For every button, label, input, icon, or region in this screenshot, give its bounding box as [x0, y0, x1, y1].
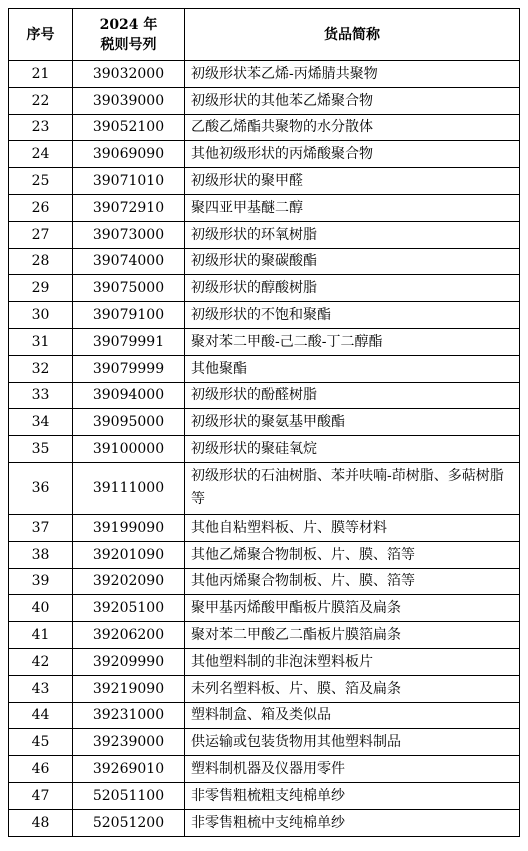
- row-name: 其他丙烯聚合物制板、片、膜、箔等: [185, 568, 520, 595]
- row-code: 39052100: [73, 114, 185, 141]
- row-name: 塑料制盒、箱及类似品: [185, 702, 520, 729]
- row-index: 27: [9, 221, 73, 248]
- row-name: 初级形状的聚氨基甲酸酯: [185, 409, 520, 436]
- row-name: 初级形状的不饱和聚酯: [185, 302, 520, 329]
- table-header: [9, 9, 520, 61]
- row-code: 39075000: [73, 275, 185, 302]
- row-name: 聚对苯二甲酸-己二酸-丁二醇酯: [185, 328, 520, 355]
- table-body: [9, 61, 520, 837]
- table-row: [9, 114, 520, 141]
- table-row: [9, 568, 520, 595]
- row-index: 29: [9, 275, 73, 302]
- row-index: 48: [9, 809, 73, 836]
- row-code: 39074000: [73, 248, 185, 275]
- table-row: [9, 648, 520, 675]
- row-name: 其他乙烯聚合物制板、片、膜、箔等: [185, 541, 520, 568]
- row-name: 非零售粗梳中支纯棉单纱: [185, 809, 520, 836]
- row-code: 52051200: [73, 809, 185, 836]
- row-index: 32: [9, 355, 73, 382]
- row-index: 22: [9, 87, 73, 114]
- row-code: 39079999: [73, 355, 185, 382]
- table-row: [9, 782, 520, 809]
- row-code: 39079991: [73, 328, 185, 355]
- document-page: [8, 8, 520, 837]
- row-index: 33: [9, 382, 73, 409]
- header-code: [73, 9, 185, 61]
- table-row: [9, 141, 520, 168]
- table-row: [9, 462, 520, 514]
- row-index: 34: [9, 409, 73, 436]
- header-name: 货品简称: [185, 9, 520, 61]
- row-name: 其他聚酯: [185, 355, 520, 382]
- table-row: [9, 514, 520, 541]
- table-row: [9, 622, 520, 649]
- table-row: [9, 541, 520, 568]
- row-index: 24: [9, 141, 73, 168]
- row-code: 39071010: [73, 168, 185, 195]
- row-code: 39100000: [73, 436, 185, 463]
- row-code: 39206200: [73, 622, 185, 649]
- row-name: 其他塑料制的非泡沫塑料板片: [185, 648, 520, 675]
- row-index: 30: [9, 302, 73, 329]
- row-code: 39032000: [73, 61, 185, 88]
- table-row: [9, 756, 520, 783]
- row-name: 其他自粘塑料板、片、膜等材料: [185, 514, 520, 541]
- row-name: 初级形状的石油树脂、苯并呋喃-茚树脂、多萜树脂等: [185, 462, 520, 514]
- header-row: [9, 9, 520, 61]
- row-code: 39069090: [73, 141, 185, 168]
- row-index: 41: [9, 622, 73, 649]
- row-index: 44: [9, 702, 73, 729]
- row-code: 39073000: [73, 221, 185, 248]
- table-row: [9, 275, 520, 302]
- row-index: 25: [9, 168, 73, 195]
- row-index: 35: [9, 436, 73, 463]
- table-row: [9, 436, 520, 463]
- table-row: [9, 61, 520, 88]
- table-row: [9, 168, 520, 195]
- table-row: [9, 675, 520, 702]
- row-code: 39201090: [73, 541, 185, 568]
- row-name: 乙酸乙烯酯共聚物的水分散体: [185, 114, 520, 141]
- row-code: 39111000: [73, 462, 185, 514]
- row-index: 45: [9, 729, 73, 756]
- row-index: 37: [9, 514, 73, 541]
- row-code: 39072910: [73, 194, 185, 221]
- row-index: 43: [9, 675, 73, 702]
- row-index: 47: [9, 782, 73, 809]
- row-code: 39199090: [73, 514, 185, 541]
- header-index: 序号: [9, 9, 73, 61]
- row-name: 供运输或包装货物用其他塑料制品: [185, 729, 520, 756]
- row-index: 46: [9, 756, 73, 783]
- table-row: [9, 87, 520, 114]
- row-name: 其他初级形状的丙烯酸聚合物: [185, 141, 520, 168]
- row-index: 21: [9, 61, 73, 88]
- row-code: 39269010: [73, 756, 185, 783]
- table-row: [9, 302, 520, 329]
- table-row: [9, 382, 520, 409]
- row-name: 未列名塑料板、片、膜、箔及扁条: [185, 675, 520, 702]
- header-code-year: 2024 年: [99, 16, 158, 33]
- row-name: 初级形状苯乙烯-丙烯腈共聚物: [185, 61, 520, 88]
- table-row: [9, 221, 520, 248]
- table-row: [9, 248, 520, 275]
- row-name: 初级形状的聚碳酸酯: [185, 248, 520, 275]
- commodity-table: [8, 8, 520, 837]
- row-name: 初级形状的聚硅氧烷: [185, 436, 520, 463]
- header-code-label: 税则号列: [100, 36, 157, 53]
- table-row: [9, 809, 520, 836]
- row-name: 塑料制机器及仪器用零件: [185, 756, 520, 783]
- row-index: 28: [9, 248, 73, 275]
- table-row: [9, 328, 520, 355]
- row-name: 聚对苯二甲酸乙二酯板片膜箔扁条: [185, 622, 520, 649]
- row-code: 39095000: [73, 409, 185, 436]
- row-index: 31: [9, 328, 73, 355]
- row-code: 39202090: [73, 568, 185, 595]
- row-index: 40: [9, 595, 73, 622]
- row-index: 42: [9, 648, 73, 675]
- row-name: 聚甲基丙烯酸甲酯板片膜箔及扁条: [185, 595, 520, 622]
- row-index: 26: [9, 194, 73, 221]
- table-row: [9, 355, 520, 382]
- row-name: 初级形状的环氧树脂: [185, 221, 520, 248]
- row-index: 39: [9, 568, 73, 595]
- row-code: 39209990: [73, 648, 185, 675]
- row-index: 38: [9, 541, 73, 568]
- table-row: [9, 702, 520, 729]
- row-code: 39039000: [73, 87, 185, 114]
- table-row: [9, 194, 520, 221]
- row-code: 39205100: [73, 595, 185, 622]
- table-row: [9, 409, 520, 436]
- row-name: 非零售粗梳粗支纯棉单纱: [185, 782, 520, 809]
- row-code: 52051100: [73, 782, 185, 809]
- table-row: [9, 729, 520, 756]
- row-name: 初级形状的其他苯乙烯聚合物: [185, 87, 520, 114]
- row-name: 初级形状的酚醛树脂: [185, 382, 520, 409]
- row-index: 36: [9, 462, 73, 514]
- row-name: 初级形状的聚甲醛: [185, 168, 520, 195]
- row-code: 39094000: [73, 382, 185, 409]
- row-name: 初级形状的醇酸树脂: [185, 275, 520, 302]
- row-code: 39079100: [73, 302, 185, 329]
- row-index: 23: [9, 114, 73, 141]
- row-code: 39239000: [73, 729, 185, 756]
- table-row: [9, 595, 520, 622]
- row-code: 39219090: [73, 675, 185, 702]
- row-name: 聚四亚甲基醚二醇: [185, 194, 520, 221]
- row-code: 39231000: [73, 702, 185, 729]
